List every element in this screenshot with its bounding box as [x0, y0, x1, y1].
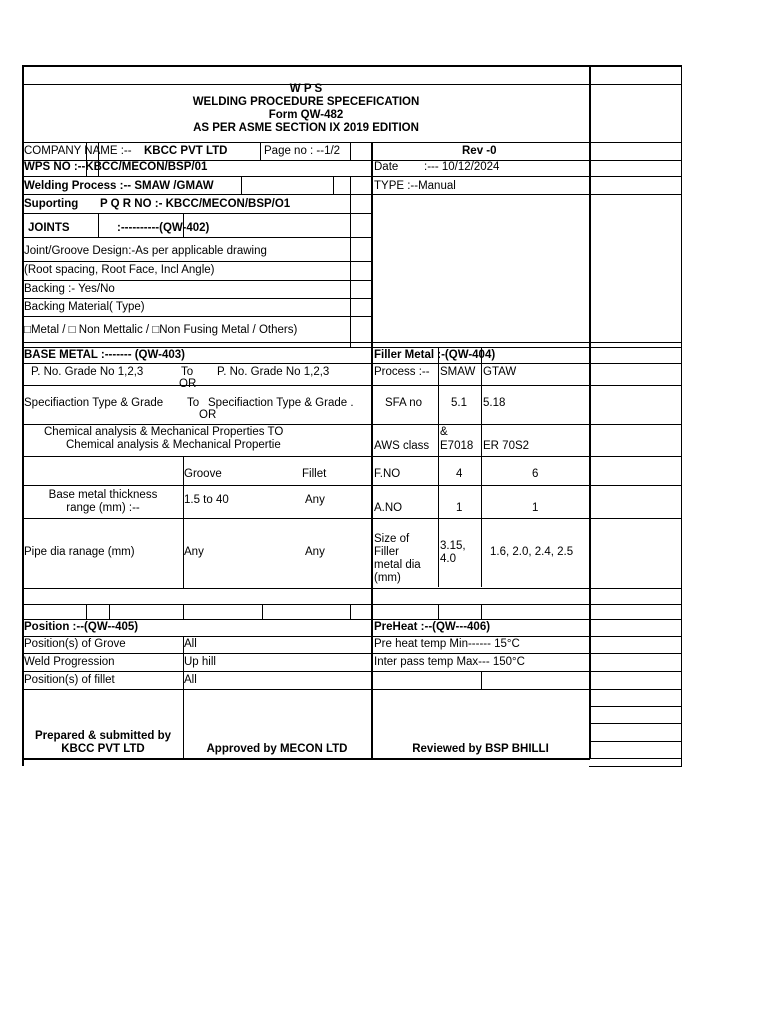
pipe-dia-label: Pipe dia ranage (mm) [24, 546, 135, 558]
metal-types: □Metal / □ Non Mettalic / □Non Fusing Metal / Others) [24, 324, 298, 336]
thickness-fillet: Any [305, 494, 325, 506]
progression-label: Weld Progression [24, 656, 115, 668]
preheat-heading: PreHeat :--(QW---406) [374, 621, 491, 633]
form-number: Form QW-482 [268, 109, 344, 121]
size-label-2: Filler [374, 546, 399, 558]
process-label: Process :-- [374, 366, 430, 378]
company-name: KBCC PVT LTD [144, 145, 228, 157]
thickness-label-2: range (mm) :-- [66, 502, 140, 514]
size-smaw: 3.15, 4.0 [440, 540, 466, 565]
thickness-label-1: Base metal thickness [48, 489, 158, 501]
thickness-groove: 1.5 to 40 [184, 494, 229, 506]
spec-to: To [187, 397, 200, 409]
fno-smaw: 4 [456, 468, 463, 480]
size-gtaw: 1.6, 2.0, 2.4, 2.5 [490, 546, 574, 558]
welding-process: Welding Process :-- SMAW /GMAW [24, 180, 214, 192]
joint-design: Joint/Groove Design:-As per applicable drawing [24, 245, 267, 257]
pipe-dia-groove: Any [184, 546, 204, 558]
fillet-header: Fillet [302, 468, 327, 480]
ano-smaw: 1 [456, 502, 463, 514]
joints-label: JOINTS [28, 222, 70, 234]
chem-line-2: Chemical analysis & Mechanical Propertie [66, 439, 281, 451]
doc-title: WELDING PROCEDURE SPECEFICATION [192, 96, 420, 108]
reviewed-by: Reviewed by BSP BHILLI [412, 743, 549, 755]
or-label-2: OR [199, 409, 217, 421]
welding-type: TYPE :--Manual [374, 180, 456, 192]
size-label-1: Size of [374, 533, 410, 545]
backing: Backing :- Yes/No [24, 283, 115, 295]
process-gtaw: GTAW [483, 366, 517, 378]
wps-number: WPS NO :--KBCC/MECON/BSP/01 [24, 161, 208, 173]
aws-gtaw: ER 70S2 [483, 440, 530, 452]
approved-by: Approved by MECON LTD [206, 743, 348, 755]
company-label: COMPANY NAME :-- [24, 145, 132, 157]
doc-code: W P S [289, 83, 323, 95]
edition: AS PER ASME SECTION IX 2019 EDITION [193, 122, 419, 134]
root-spacing: (Root spacing, Root Face, Incl Angle) [24, 264, 215, 276]
pqr-number: P Q R NO :- KBCC/MECON/BSP/O1 [100, 198, 291, 210]
aws-label: AWS class [374, 440, 430, 452]
position-heading: Position :--(QW--405) [24, 621, 139, 633]
process-smaw: SMAW [440, 366, 476, 378]
prepared-by-line-1: Prepared & submitted by [34, 730, 172, 742]
pipe-dia-fillet: Any [305, 546, 325, 558]
ampersand: & [440, 426, 448, 438]
position-fillet-value: All [184, 674, 197, 686]
pno-right: P. No. Grade No 1,2,3 [217, 366, 330, 378]
spec-right: Specifiaction Type & Grade . [208, 397, 354, 409]
or-label: OR [179, 378, 197, 390]
page-number: Page no : --1/2 [264, 145, 341, 157]
date-value: :--- 10/12/2024 [424, 161, 500, 173]
prepared-by-line-2: KBCC PVT LTD [61, 743, 145, 755]
base-metal-heading: BASE METAL :------- (QW-403) [24, 349, 185, 361]
supporting-label: Suporting [24, 198, 79, 210]
position-grove-value: All [184, 638, 197, 650]
fno-label: F.NO [374, 468, 401, 480]
position-grove-label: Position(s) of Grove [24, 638, 126, 650]
ano-label: A.NO [374, 502, 403, 514]
sfa-label: SFA no [385, 397, 423, 409]
aws-smaw: E7018 [440, 440, 474, 452]
size-label-3: metal dia [374, 559, 421, 571]
ano-gtaw: 1 [532, 502, 539, 514]
sfa-gtaw: 5.18 [483, 397, 506, 409]
progression-value: Up hill [184, 656, 216, 668]
joints-code: :----------(QW-402) [117, 222, 210, 234]
revision: Rev -0 [462, 145, 497, 157]
to-label: To [181, 366, 194, 378]
pno-left: P. No. Grade No 1,2,3 [31, 366, 144, 378]
filler-metal-heading: Filler Metal :-(QW-404) [374, 349, 496, 361]
size-label-4: (mm) [374, 572, 401, 584]
chem-line-1: Chemical analysis & Mechanical Properties TO [44, 426, 284, 438]
groove-header: Groove [184, 468, 222, 480]
backing-material: Backing Material( Type) [24, 301, 145, 313]
position-fillet-label: Position(s) of fillet [24, 674, 115, 686]
date-label: Date [374, 161, 399, 173]
preheat-min: Pre heat temp Min------ 15°C [374, 638, 520, 650]
sfa-smaw: 5.1 [451, 397, 467, 409]
spec-left: Specifiaction Type & Grade [24, 397, 164, 409]
fno-gtaw: 6 [532, 468, 539, 480]
interpass-max: Inter pass temp Max--- 150°C [374, 656, 525, 668]
